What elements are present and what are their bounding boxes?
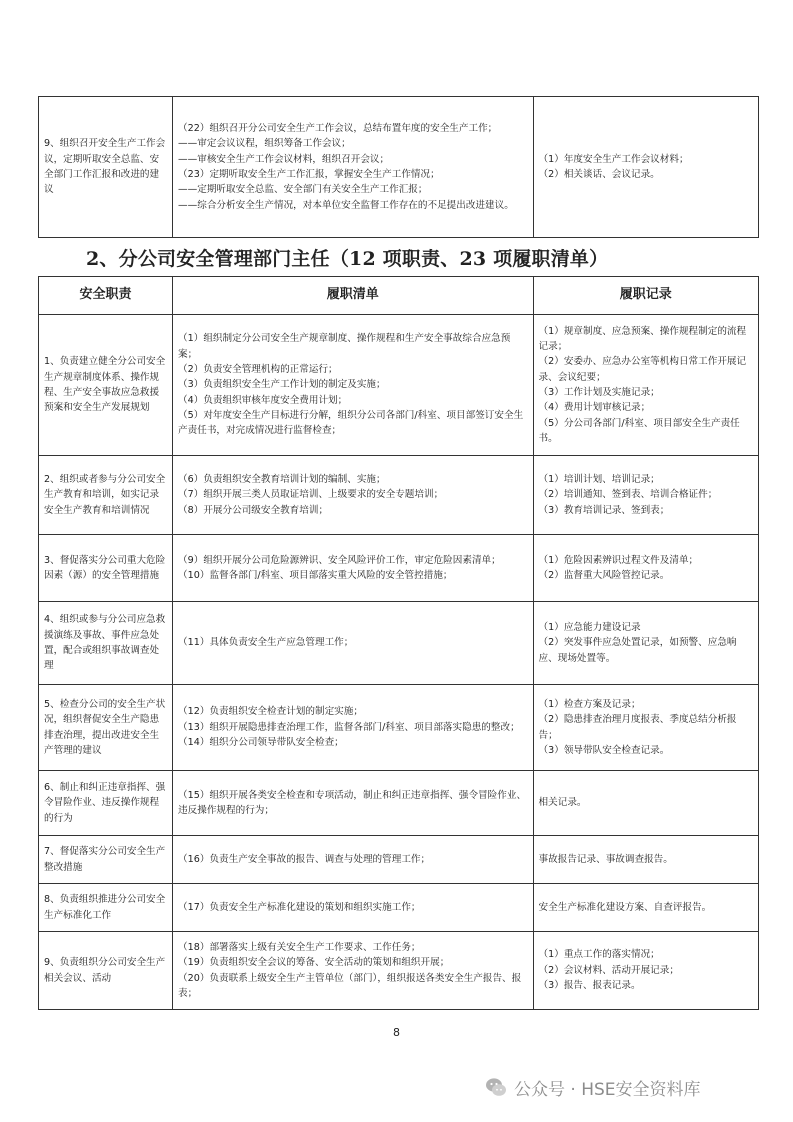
record-cell: 安全生产标准化建设方案、自查评报告。 [533, 884, 758, 932]
duty-cell: 3、督促落实分公司重大危险因素（源）的安全管理措施 [39, 535, 173, 602]
record-cell: （1）危险因素辨识过程文件及清单； （2）监督重大风险管控记录。 [533, 535, 758, 602]
record-cell: （1）规章制度、应急预案、操作规程制定的流程记录； （2）安委办、应急办公室等机构日常工作开展记录、会议纪要； （3）工作计划及实施记录； （4）费用计划审核记录； （5）分公司各部门/科室、项目部安全生产责任书。 [533, 315, 758, 456]
list-cell: （16）负责生产安全事故的报告、调查与处理的管理工作； [173, 836, 534, 884]
header-list: 履职清单 [173, 277, 534, 315]
list-cell: （11）具体负责安全生产应急管理工作； [173, 602, 534, 685]
duty-cell: 9、负责组织分公司安全生产相关会议、活动 [39, 932, 173, 1010]
header-duty: 安全职责 [39, 277, 173, 315]
list-cell: （15）组织开展各类安全检查和专项活动，制止和纠正违章指挥、强令冒险作业、违反操作规程的行为； [173, 771, 534, 836]
duty-cell: 7、督促落实分公司安全生产整改措施 [39, 836, 173, 884]
duty-cell: 1、负责建立健全分公司安全生产规章制度体系、操作规程、生产安全事故应急救援预案和安全生产发展规划 [39, 315, 173, 456]
list-cell: （18）部署落实上级有关安全生产工作要求、工作任务； （19）负责组织安全会议的筹备、安全活动的策划和组织开展； （20）负责联系上级安全生产主管单位（部门），组织报送各类安全生产报告、报表； [173, 932, 534, 1010]
record-cell: （1）培训计划、培训记录； （2）培训通知、签到表、培训合格证件； （3）教育培训记录、签到表； [533, 456, 758, 535]
table-row [39, 884, 759, 932]
table-row [39, 535, 759, 602]
record-cell: （1）应急能力建设记录 （2）突发事件应急处置记录，如预警、应急响应、现场处置等。 [533, 602, 758, 685]
responsibility-table [38, 276, 759, 1010]
list-cell: （17）负责安全生产标准化建设的策划和组织实施工作； [173, 884, 534, 932]
table-row [39, 771, 759, 836]
duty-cell: 2、组织或者参与分公司安全生产教育和培训，如实记录安全生产教育和培训情况 [39, 456, 173, 535]
duty-cell: 6、制止和纠正违章指挥、强令冒险作业、违反操作规程的行为 [39, 771, 173, 836]
list-cell: （22）组织召开分公司安全生产工作会议，总结布置年度的安全生产工作； ——审定会议议程，组织筹备工作会议； ——审核安全生产工作会议材料，组织召开会议； （23）定期听取安全生产工作汇报，掌握安全生产工作情况； ——定期听取安全总监、安全部门有关安全生产工作汇报； ——综合分析安全生产情况，对本单位安全监督工作存在的不足提出改进建议。 [173, 97, 534, 238]
top-duty-table [38, 96, 759, 238]
table-header-row [39, 277, 759, 315]
header-records: 履职记录 [533, 277, 758, 315]
watermark [484, 1074, 701, 1100]
record-cell: （1）重点工作的落实情况； （2）会议材料、活动开展记录； （3）报告、报表记录。 [533, 932, 758, 1010]
record-cell: 相关记录。 [533, 771, 758, 836]
record-cell: （1）年度安全生产工作会议材料； （2）相关谈话、会议记录。 [533, 97, 758, 238]
record-cell: 事故报告记录、事故调查报告。 [533, 836, 758, 884]
duty-cell: 5、检查分公司的安全生产状况，组织督促安全生产隐患排查治理，提出改进安全生产管理的建议 [39, 685, 173, 771]
list-cell: （9）组织开展分公司危险源辨识、安全风险评价工作，审定危险因素清单； （10）监督各部门/科室、项目部落实重大风险的安全管控措施； [173, 535, 534, 602]
table-row [39, 315, 759, 456]
table-row [39, 456, 759, 535]
duty-cell: 9、组织召开安全生产工作会议，定期听取安全总监、安全部门工作汇报和改进的建议 [39, 97, 173, 238]
record-cell: （1）检查方案及记录； （2）隐患排查治理月度报表、季度总结分析报告； （3）领导带队安全检查记录。 [533, 685, 758, 771]
table-row [39, 97, 759, 238]
table-row [39, 602, 759, 685]
watermark-text: 公众号 · HSE安全资料库 [514, 1079, 701, 1100]
list-cell: （6）负责组织安全教育培训计划的编制、实施； （7）组织开展三类人员取证培训、上级要求的安全专题培训； （8）开展分公司级安全教育培训； [173, 456, 534, 535]
duty-cell: 8、负责组织推进分公司安全生产标准化工作 [39, 884, 173, 932]
table-row [39, 836, 759, 884]
table-row [39, 932, 759, 1010]
page-number: 8 [393, 1026, 400, 1039]
list-cell: （12）负责组织安全检查计划的制定实施； （13）组织开展隐患排查治理工作，监督各部门/科室、项目部落实隐患的整改； （14）组织分公司领导带队安全检查； [173, 685, 534, 771]
section-title: 2、分公司安全管理部门主任（12 项职责、23 项履职清单） [86, 248, 609, 270]
table-row [39, 685, 759, 771]
duty-cell: 4、组织或参与分公司应急救援演练及事故、事件应急处置，配合或组织事故调查处理 [39, 602, 173, 685]
wechat-logo-icon [484, 1075, 508, 1099]
list-cell: （1）组织制定分公司安全生产规章制度、操作规程和生产安全事故综合应急预案； （2）负责安全管理机构的正常运行； （3）负责组织安全生产工作计划的制定及实施； （4）负责组织审核年度安全费用计划； （5）对年度安全生产目标进行分解，组织分公司各部门/科室、项目部签订安全生产责任书，对完成情况进行监督检查； [173, 315, 534, 456]
